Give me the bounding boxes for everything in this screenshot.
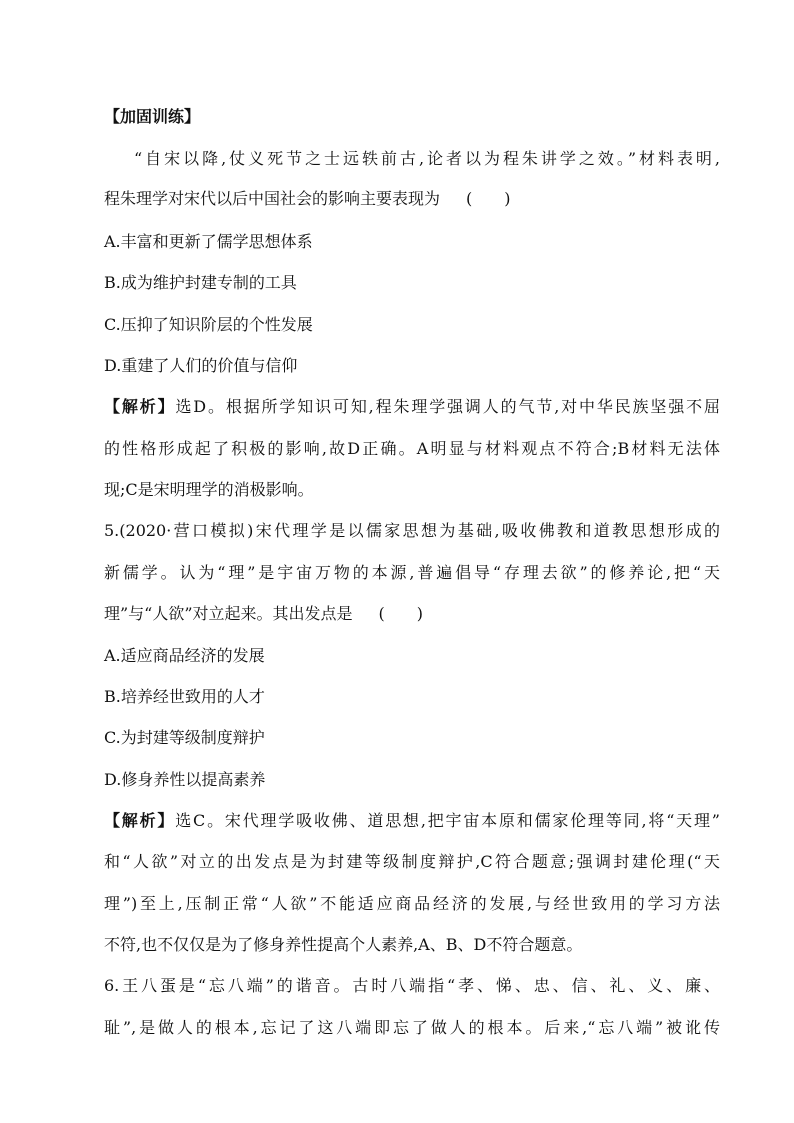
- q5-option-d: D.修身养性以提高素养: [104, 770, 266, 789]
- q1-analysis-line-2: 的性格形成起了积极的影响,故D正确。A明显与材料观点不符合;B材料无法体: [104, 439, 720, 458]
- q5-analysis-line-3: 理”)至上,压制正常“人欲”不能适应商品经济的发展,与经世致用的学习方法: [104, 894, 720, 913]
- q1-stem-text: 程朱理学对宋代以后中国社会的影响主要表现为: [104, 189, 441, 208]
- q6-stem-line-2: 耻”,是做人的根本,忘记了这八端即忘了做人的根本。后来,“忘八端”被讹传: [104, 1018, 720, 1037]
- q6-stem-line-1: 6.王八蛋是“忘八端”的谐音。古时八端指“孝、悌、忠、信、礼、义、廉、: [104, 976, 720, 995]
- q5-analysis-tag: 【解析】: [104, 811, 176, 830]
- q5-option-c: C.为封建等级制度辩护: [104, 728, 265, 747]
- q5-analysis-line-2: 和“人欲”对立的出发点是为封建等级制度辩护,C符合题意;强调封建伦理(“天: [104, 852, 720, 871]
- q1-stem-line-1: “自宋以降,仗义死节之士远轶前古,论者以为程朱讲学之效。”材料表明,: [134, 149, 720, 168]
- q1-analysis-line-1: [104, 394, 720, 420]
- section-heading: 【加固训练】: [104, 107, 201, 126]
- q5-analysis-line-1: [104, 808, 720, 834]
- q1-option-d: D.重建了人们的价值与信仰: [104, 356, 298, 375]
- q5-analysis-text: 选C。宋代理学吸收佛、道思想,把宇宙本原和儒家伦理等同,将“天理”: [175, 811, 720, 830]
- q5-stem-line-1: 5.(2020·营口模拟)宋代理学是以儒家思想为基础,吸收佛教和道教思想形成的: [104, 521, 720, 540]
- q5-stem-text: 理”与“人欲”对立起来。其出发点是: [104, 604, 353, 623]
- q5-stem-line-2: 新儒学。认为“理”是宇宙万物的本源,普遍倡导“存理去欲”的修养论,把“天: [104, 563, 720, 582]
- q5-analysis-line-4: 不符,也不仅仅是为了修身养性提高个人素养,A、B、D不符合题意。: [104, 935, 583, 954]
- q5-answer-paren: ( ): [378, 604, 424, 623]
- q1-option-c: C.压抑了知识阶层的个性发展: [104, 315, 313, 334]
- q5-stem-line-3: [104, 601, 720, 627]
- q5-option-a: A.适应商品经济的发展: [104, 646, 265, 665]
- q1-analysis-text: 选D。根据所学知识可知,程朱理学强调人的气节,对中华民族坚强不屈: [175, 397, 720, 416]
- q1-analysis-tag: 【解析】: [104, 397, 176, 416]
- q5-option-b: B.培养经世致用的人才: [104, 687, 265, 706]
- q1-option-b: B.成为维护封建专制的工具: [104, 273, 297, 292]
- q1-option-a: A.丰富和更新了儒学思想体系: [104, 232, 313, 251]
- q1-analysis-line-3: 现;C是宋明理学的消极影响。: [104, 480, 314, 499]
- q1-answer-paren: ( ): [466, 189, 511, 208]
- q1-stem-line-2: [104, 186, 720, 212]
